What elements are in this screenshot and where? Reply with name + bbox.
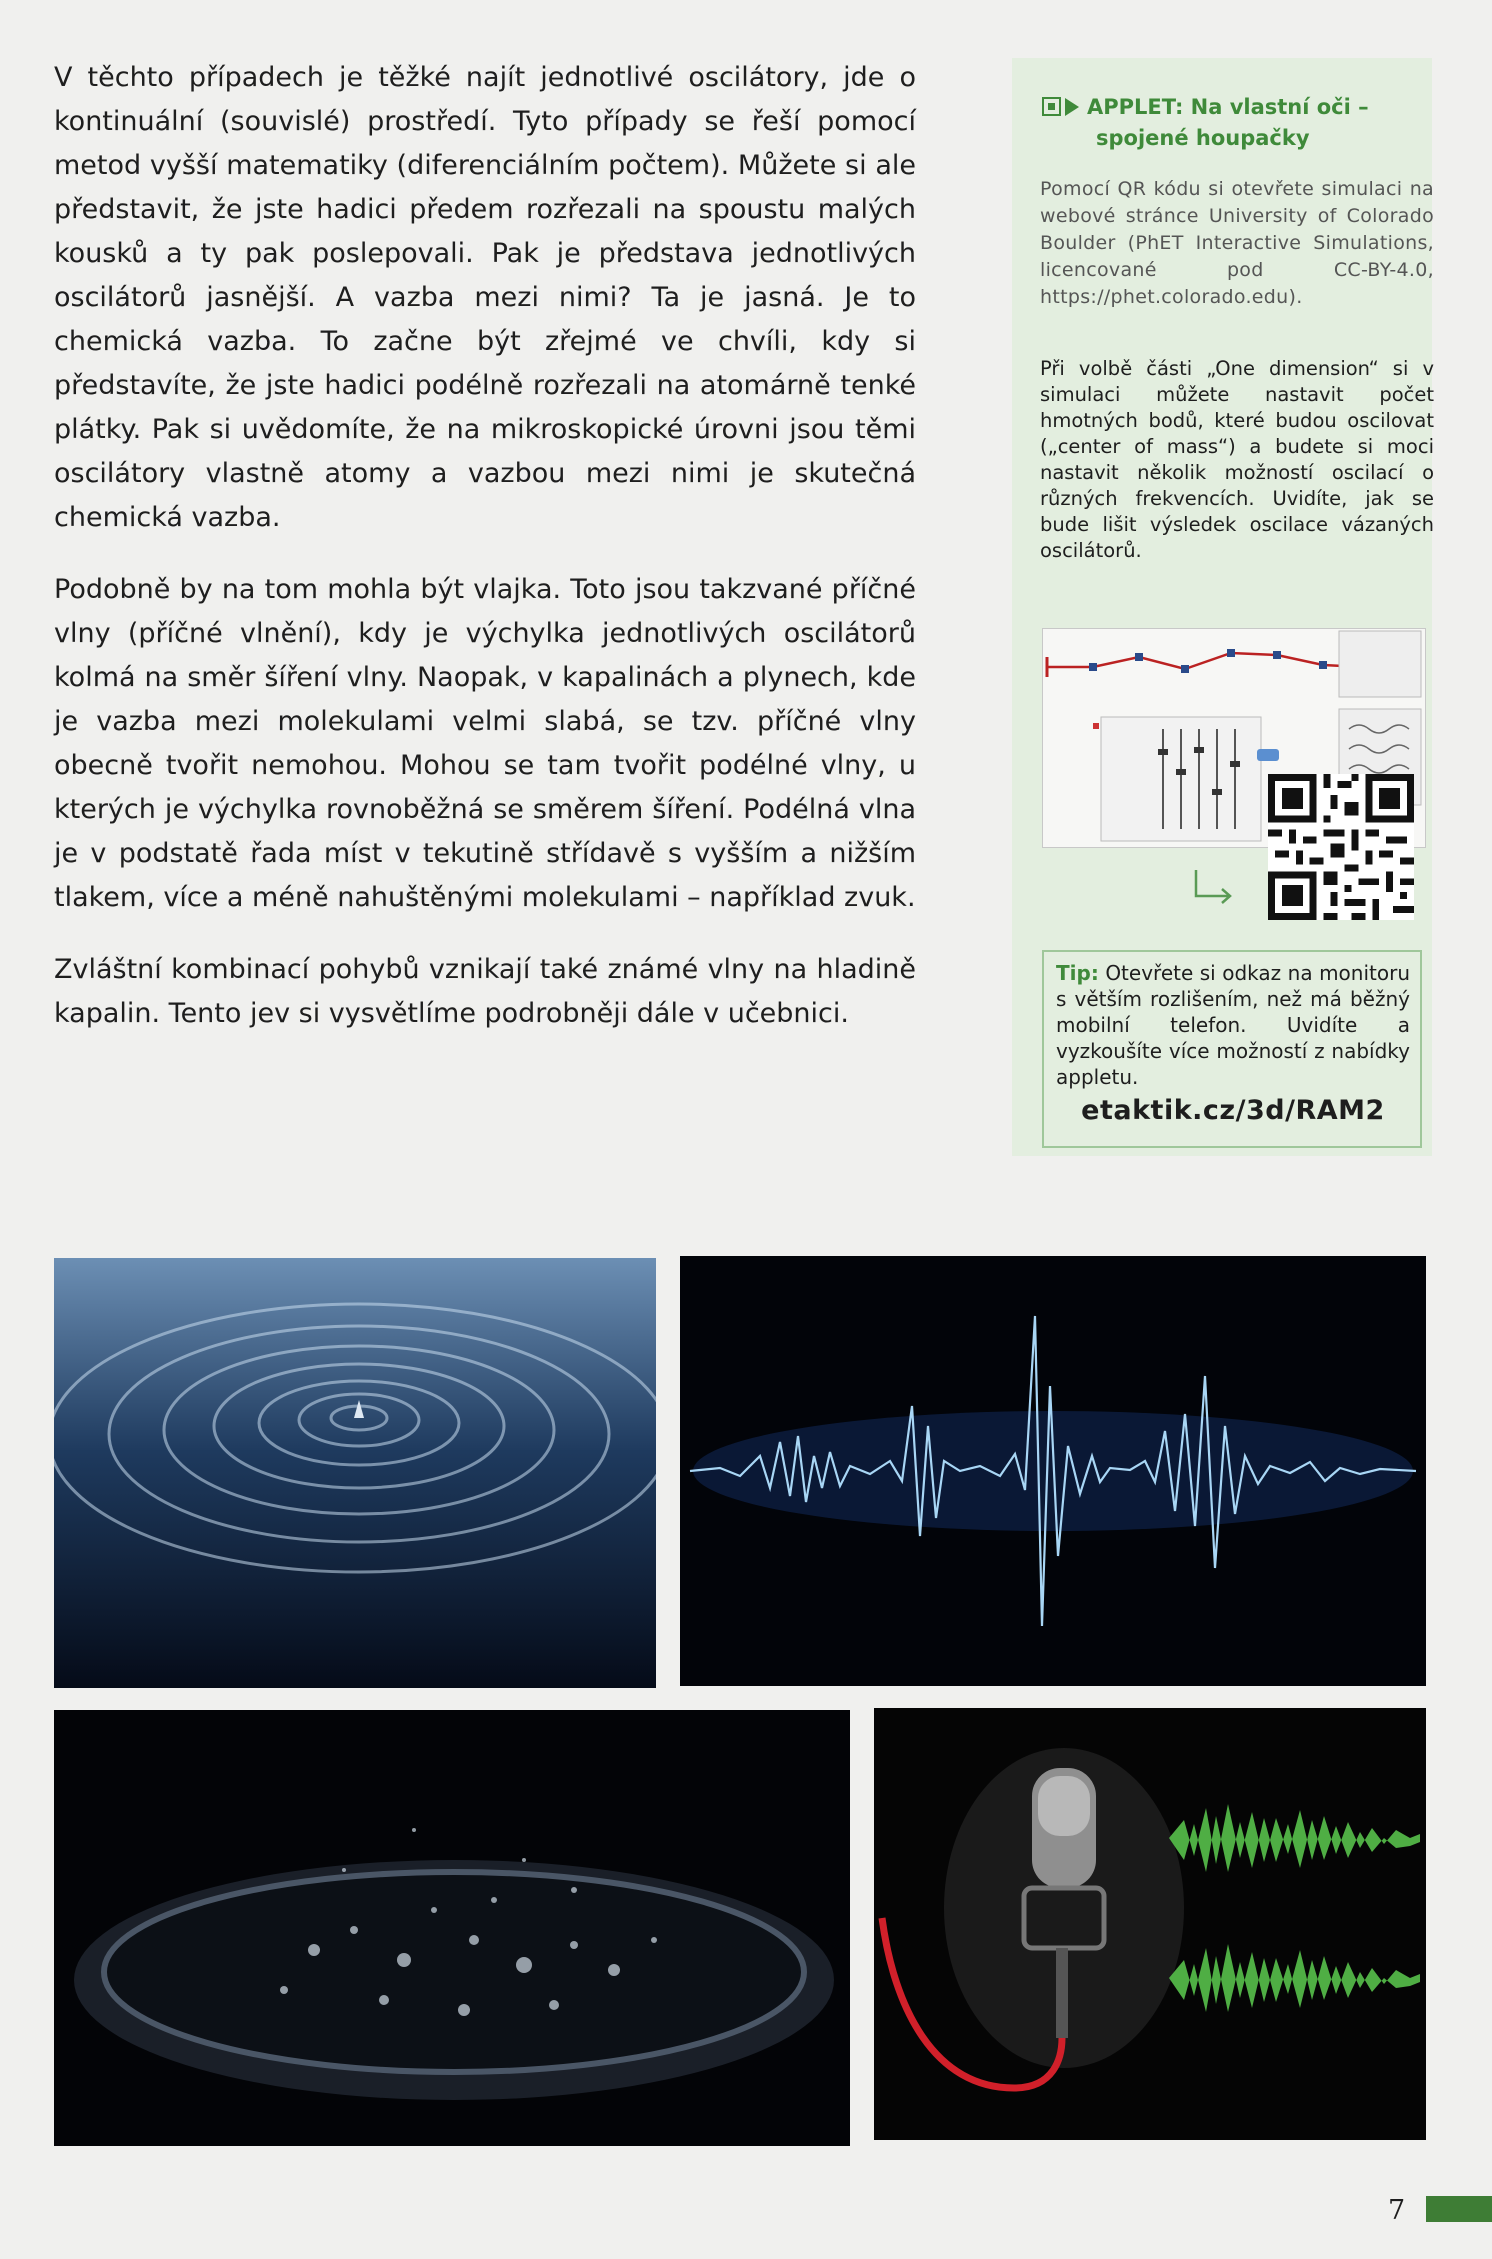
- page-number: 7: [1388, 2195, 1406, 2226]
- applet-credit: Pomocí QR kódu si otevřete simulaci na webové stránce University of Colorado Boulder (PhET Interactive Simulations, licencované pod CC-BY-4.0, https://phet.colorado.edu).: [1040, 178, 1434, 308]
- paragraph-transverse-waves: Podobně by na tom mohla být vlajka. Toto jsou takzvané příčné vlny (příčné vlnění), kdy je výchylka jednotlivých oscilátorů kolmá na směr šíření vlny. Naopak, v kapalinách a plynech, kde je vazba mezi molekulami velmi slabá, se tzv. příčné vlny obecně tvořit nemohou. Mohou se tam tvořit podélné vlny, u kterých je výchylka rovnoběžná se směrem šíření. Podélná vlna je v podstatě řada míst v tekutině střídavě s vyšším a nižším tlakem, více a méně nahuštěnými molekulami – například zvuk.: [54, 574, 916, 913]
- photo-water-splash: [54, 1710, 850, 2146]
- applet-description: Při volbě části „One dimension“ si v simulaci můžete nastavit počet hmotných bodů, které budou oscilovat („center of mass“) a budete si moci nastavit několik možností oscilací o různých frekvencích. Uvidíte, jak se bude lišit výsledek oscilace vázaných oscilátorů.: [1040, 357, 1434, 562]
- tip-label: Tip:: [1056, 961, 1099, 985]
- applet-title-line1: APPLET: Na vlastní oči –: [1087, 95, 1369, 119]
- photo-water-ripples: [54, 1258, 656, 1688]
- main-text: [54, 56, 916, 1064]
- page-number-bar: [1426, 2196, 1492, 2222]
- photo-sound-waveform: [680, 1256, 1426, 1686]
- photo-microphone-waveform: [874, 1708, 1426, 2140]
- applet-title-line2: spojené houpačky: [1096, 126, 1310, 150]
- corner-arrow-icon: [1192, 868, 1236, 904]
- applet-link[interactable]: etaktik.cz/3d/RAM2: [1081, 1095, 1385, 1126]
- applet-sidebar: [1012, 58, 1432, 1156]
- qr-code[interactable]: [1268, 774, 1414, 920]
- paragraph-surface-waves: Zvláštní kombinací pohybů vznikají také známé vlny na hladině kapalin. Tento jev si vysvětlíme podrobněji dále v učebnici.: [54, 954, 916, 1029]
- qr-code-icon: [1042, 97, 1061, 116]
- tip-text: Otevřete si odkaz na monitoru s větším rozlišením, než má běžný mobilní telefon. Uvidíte a vyzkoušíte více možností z nabídky appletu.: [1056, 961, 1411, 1089]
- play-icon: [1065, 98, 1079, 116]
- paragraph-oscillators: V těchto případech je těžké najít jednotlivé oscilátory, jde o kontinuální (souvislé) prostředí. Tyto případy se řeší pomocí metod vyšší matematiky (diferenciálním počtem). Můžete si ale představit, že jste hadici předem rozřezali na spoustu malých kousků a ty pak poslepovali. Pak je představa jednotlivých oscilátorů jasnější. A vazba mezi nimi? Ta je jasná. Je to chemická vazba. To začne být zřejmé ve chvíli, kdy si představíte, že jste hadici podélně rozřezali na atomárně tenké plátky. Pak si uvědomíte, že na mikroskopické úrovni jsou těmi oscilátory vlastně atomy a vazbou mezi nimi je skutečná chemická vazba.: [54, 62, 916, 533]
- applet-title: [1042, 92, 1422, 154]
- tip-box: [1042, 950, 1422, 1148]
